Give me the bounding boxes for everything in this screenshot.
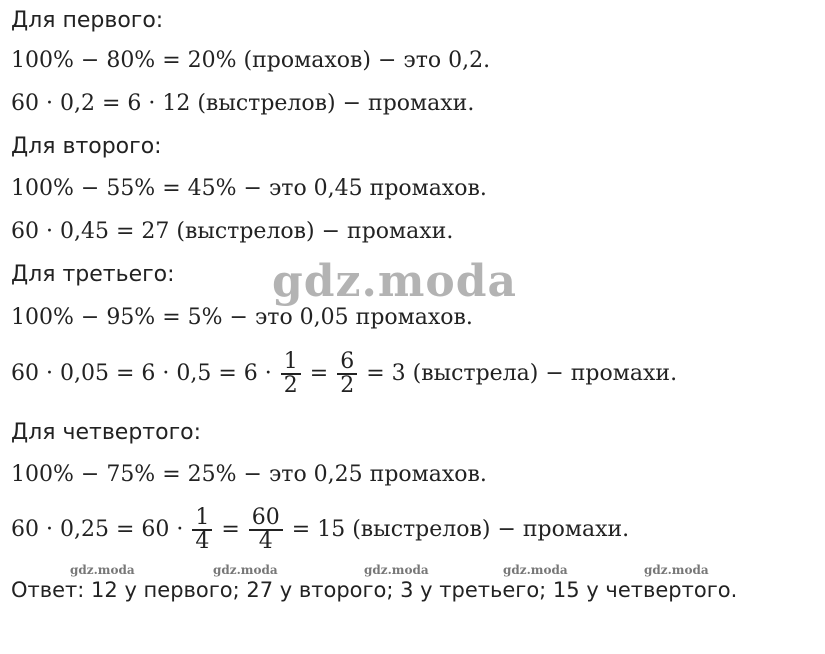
fraction <box>281 351 301 397</box>
watermark-small: gdz.moda <box>503 563 568 577</box>
fraction <box>337 351 357 397</box>
watermark-small: gdz.moda <box>70 563 135 577</box>
equation-line: 100% − 75% = 25% − это 0,25 промахов. <box>11 462 487 487</box>
watermark-small: gdz.moda <box>644 563 709 577</box>
equation-text: 60 · 0,05 = 6 · 0,5 = 6 · <box>11 361 272 386</box>
equation-line: 60 · 0,45 = 27 (выстрелов) − промахи. <box>11 219 454 244</box>
fraction-numerator: 60 <box>249 507 283 531</box>
fraction <box>249 507 283 553</box>
fraction-equation-line <box>11 507 629 553</box>
fraction-denominator: 4 <box>258 529 273 554</box>
fraction-equation-line <box>11 351 677 397</box>
heading-second: Для второго: <box>11 134 162 159</box>
fraction-denominator: 2 <box>340 373 355 398</box>
fraction-numerator: 1 <box>281 351 301 375</box>
fraction <box>192 507 212 553</box>
heading-first: Для первого: <box>11 8 164 33</box>
equation-text: 60 · 0,25 = 60 · <box>11 517 184 542</box>
heading-fourth: Для четвертого: <box>11 420 201 445</box>
watermark-small: gdz.moda <box>213 563 278 577</box>
fraction-denominator: 2 <box>283 373 298 398</box>
fraction-numerator: 1 <box>192 507 212 531</box>
equation-line: 100% − 80% = 20% (промахов) − это 0,2. <box>11 48 491 73</box>
equals-sign: = <box>309 361 329 386</box>
answer-line: Ответ: 12 у первого; 27 у второго; 3 у третьего; 15 у четвертого. <box>11 578 738 602</box>
equation-line: 100% − 95% = 5% − это 0,05 промахов. <box>11 305 473 330</box>
equals-sign: = <box>221 517 240 542</box>
watermark-logo: gdz.moda <box>272 256 518 307</box>
watermark-small: gdz.moda <box>364 563 429 577</box>
equation-text: = 15 (выстрелов) − промахи. <box>291 517 630 542</box>
heading-third: Для третьего: <box>11 262 175 287</box>
fraction-denominator: 4 <box>195 529 210 554</box>
equation-text: = 3 (выстрела) − промахи. <box>366 361 678 386</box>
equation-line: 60 · 0,2 = 6 · 12 (выстрелов) − промахи. <box>11 91 475 116</box>
equation-line: 100% − 55% = 45% − это 0,45 промахов. <box>11 176 487 201</box>
fraction-numerator: 6 <box>337 351 357 375</box>
